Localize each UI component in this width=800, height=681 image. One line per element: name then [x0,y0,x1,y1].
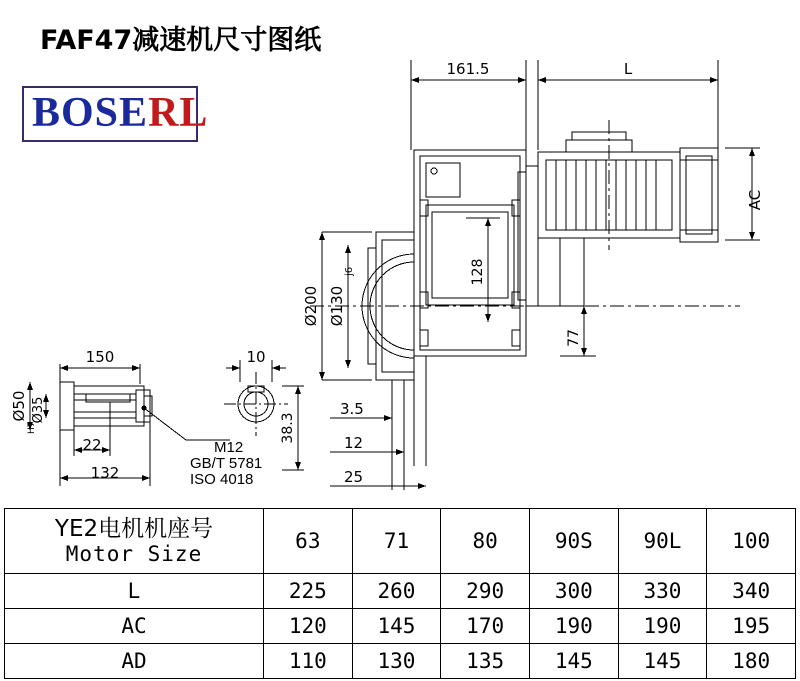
table-header-size-5: 90L [618,509,707,574]
dim-10: 10 [246,348,266,366]
table-header-label-cn: YE2电机机座号 [54,515,214,542]
cell-L-80: 290 [441,574,530,609]
cell-L-90L: 330 [618,574,707,609]
dim-3-5: 3.5 [340,400,364,418]
cell-AC-100: 195 [707,609,796,644]
dim-150: 150 [85,348,115,366]
logo-prefix: BOSE [32,90,149,136]
cell-L-90S: 300 [529,574,618,609]
row-label-AD: AD [5,644,264,679]
dim-dia-130: Ø130 [328,285,346,327]
dim-77: 77 [566,329,582,347]
cell-AD-100: 180 [707,644,796,679]
table-header-size-1: 63 [264,509,353,574]
page-title: FAF47减速机尺寸图纸 [40,25,322,56]
cell-AD-80: 135 [441,644,530,679]
dim-38-3: 38.3 [280,412,296,444]
table-row [5,609,796,644]
table-header-label-en: Motor Size [65,542,203,567]
dim-dia-50: Ø50 [10,390,28,422]
dim-128: 128 [470,258,486,286]
cell-L-63: 225 [264,574,353,609]
row-label-L: L [5,574,264,609]
cell-AD-71: 130 [352,644,441,679]
dim-dia-200: Ø200 [302,285,320,327]
table-header-label [5,509,264,574]
dim-dia-35-tol: H7 [27,421,37,434]
table-row [5,644,796,679]
cell-AD-63: 110 [264,644,353,679]
cell-AD-90L: 145 [618,644,707,679]
table-header-size-3: 80 [441,509,530,574]
cell-AC-90L: 190 [618,609,707,644]
note-gbt: GB/T 5781 [190,455,263,472]
row-label-AC: AC [5,609,264,644]
note-iso: ISO 4018 [190,471,254,488]
motor-size-table [4,508,796,679]
table-header-size-6: 100 [707,509,796,574]
cell-L-71: 260 [352,574,441,609]
dim-dia-35: Ø35 [31,396,46,424]
dim-161-5: 161.5 [446,60,490,78]
cell-AC-80: 170 [441,609,530,644]
cell-L-100: 340 [707,574,796,609]
logo-accent: RL [148,90,209,136]
cell-AD-90S: 145 [529,644,618,679]
cell-AC-63: 120 [264,609,353,644]
note-m12: M12 [214,439,244,456]
table-row [5,574,796,609]
table-header-size-4: 90S [529,509,618,574]
dim-22: 22 [82,436,102,454]
dim-132: 132 [90,464,120,482]
cell-AC-90S: 190 [529,609,618,644]
table-header-row [5,509,796,574]
dim-12: 12 [344,434,364,452]
dim-AC: AC [746,189,764,211]
dim-dia-130-tol: j6 [344,266,355,276]
table-header-size-2: 71 [352,509,441,574]
dim-25: 25 [344,468,364,486]
cell-AC-71: 145 [352,609,441,644]
dim-L: L [623,60,633,78]
